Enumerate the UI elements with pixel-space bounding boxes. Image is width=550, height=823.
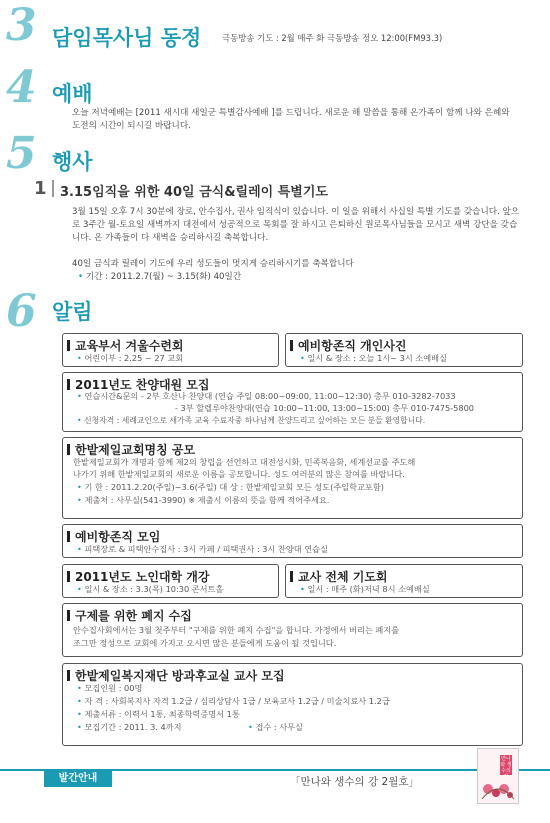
event-period: • 기간 : 2011.2.7(월) ~ 3.15(화) 40일간 bbox=[78, 272, 242, 282]
event-number: 1 bbox=[34, 178, 47, 199]
notice-teacher-title: 교사 전체 기도회 bbox=[290, 568, 388, 585]
book-cover-text: 만나와 생수의 강 bbox=[500, 756, 512, 780]
notice-edu-line: • 어린이부 : 2.25 ~ 27 교회 bbox=[77, 353, 184, 363]
notice-welfare-line-3: • 제출서류 : 이력서 1통, 최종학력증명서 1통 bbox=[77, 709, 240, 719]
footer-label-badge bbox=[44, 771, 112, 787]
notice-pm-line: • 피택장로 & 피택안수집사 : 3시 카페 / 피택권사 : 3시 찬양대 연습실 bbox=[77, 544, 328, 554]
notice-welfare-line-2: • 자 격 : 사회복지사 자격 1.2급 / 심리상담사 1급 / 보육교사 1.2급 / 미술치료사 1.2급 bbox=[77, 696, 390, 706]
notice-welfare-line-4b: • 접수 : 사무실 bbox=[248, 722, 303, 732]
section-number-4: 4 bbox=[6, 62, 37, 113]
section-number-5: 5 bbox=[6, 128, 37, 179]
event-body-2: 40일 금식과 릴레이 기도에 우리 성도들이 멋지게 승리하시기를 축복합니다 bbox=[72, 259, 354, 269]
notice-name-line-2: 나가기 위해 한밭제일교회의 새로운 이름을 공모합니다. 성도 여러분의 많은 참여를 바랍니다. bbox=[73, 469, 405, 479]
notice-welfare-line-1: • 모집인원 : 00명 bbox=[77, 683, 143, 693]
section-number-3: 3 bbox=[6, 0, 37, 51]
notice-prep-line: • 일시 & 장소 : 오늘 1시~ 3시 소예배실 bbox=[300, 353, 448, 363]
notice-edu-retreat bbox=[62, 333, 279, 367]
notice-prep-meeting bbox=[62, 524, 523, 558]
notice-name-title: 한밭제일교회명칭 공모 bbox=[67, 441, 195, 458]
event-title: 3.15임직을 위한 40일 금식&릴레이 특별기도 bbox=[60, 185, 328, 200]
notice-paper-line-2: 조그만 정성으로 교회에 가지고 오시면 많은 분들에게 도움이 될 것입니다. bbox=[73, 638, 337, 648]
notice-name-line-3: • 기 한 : 2011.2.20(주일)~3.6(주일) 대 상 : 한밭제일교회 모든 성도(주일학교포함) bbox=[77, 482, 384, 492]
notice-name-line-1: 한밭제일교회가 개명과 함께 제2의 창립을 선언하고 대전성시화, 민족복음화, 세계선교를 주도해 bbox=[73, 457, 416, 467]
footer-label: 발간안내 bbox=[58, 773, 98, 784]
notice-senior-college bbox=[62, 564, 279, 598]
notice-prep-title: 예비항존직 개인사진 bbox=[290, 337, 407, 354]
notice-senior-line: • 일시 & 장소 : 3.3(목) 10:30 콘서트홀 bbox=[77, 584, 224, 594]
notice-pm-title: 예비항존직 모임 bbox=[67, 528, 160, 545]
notice-prep-photo bbox=[285, 333, 523, 367]
book-cover-art-icon bbox=[478, 749, 518, 803]
notice-welfare-title: 한밭제일복지재단 방과후교실 교사 모집 bbox=[67, 667, 285, 684]
section-number-6: 6 bbox=[6, 286, 37, 337]
notice-choir-line-2: - 3부 할렐루야찬양대(연습 10:00~11:00, 13:00~15:00) 총무 010-7475-5800 bbox=[175, 403, 474, 413]
notice-choir-title: 2011년도 찬양대원 모집 bbox=[67, 376, 210, 393]
notice-teacher-prayer bbox=[285, 564, 523, 598]
footer-divider bbox=[0, 769, 550, 771]
notice-edu-title: 교육부서 겨울수련회 bbox=[67, 337, 184, 354]
notice-paper-line-1: 안수집사회에서는 3월 첫주부터 "구제를 위한 폐지 수집"을 합니다. 가정에서 버리는 폐지를 bbox=[73, 625, 400, 635]
notice-welfare-teacher bbox=[62, 663, 523, 746]
notice-name-line-4: • 제출처 : 사무실(541-3990) ※ 제출시 이름의 뜻을 함께 적어주세요. bbox=[77, 495, 330, 505]
notice-paper-title: 구제를 위한 폐지 수집 bbox=[67, 607, 192, 624]
event-body: 3월 15일 오후 7시 30분에 장로, 안수집사, 권사 임직식이 있습니다. 이 일을 위해서 사십일 특별 기도를 갖습니다. 앞으로 3주간 월-토요일 새벽까지 대전에서 성공적으로 목회를 잘 하시고 은퇴하신 원로목사님들을 모시고 새벽 강단을 갖습니다. 온 가족들이 다 새벽을 승리하시길 축복합니다. bbox=[72, 207, 520, 243]
notice-choir-line-3: • 신청자격 : 세례교인으로 새가족 교육 수료자중 하나님께 찬양드리고 싶어하는 모든 분들 환영합니다. bbox=[77, 416, 426, 425]
book-cover-image bbox=[477, 748, 519, 804]
event-divider bbox=[52, 180, 54, 197]
section-title-events: 행사 bbox=[52, 150, 93, 174]
notice-senior-title: 2011년도 노인대학 개강 bbox=[67, 568, 210, 585]
notice-choir bbox=[62, 372, 523, 432]
section-title-pastor: 담임목사님 동정 bbox=[52, 26, 202, 50]
footer-book-title: 「만나와 생수의 강 2월호」 bbox=[290, 776, 419, 788]
section-title-worship: 예배 bbox=[52, 82, 93, 106]
worship-body: 오늘 저녁예배는 [2011 새시대 새일군 특별감사예배 ]를 드립니다. 새로운 해 말씀을 통해 온가족이 함께 나와 은혜와 도전의 시간이 되시길 바랍니다. bbox=[72, 108, 510, 131]
notice-name-contest bbox=[62, 437, 523, 519]
notice-paper-collection bbox=[62, 603, 523, 657]
event-period-text: 기간 : 2011.2.7(월) ~ 3.15(화) 40일간 bbox=[85, 272, 242, 282]
notice-welfare-line-4: • 모집기간 : 2011. 3. 4까지 bbox=[77, 722, 182, 732]
notice-teacher-line: • 일시 : 매주 (화)저녁 8시 소예배실 bbox=[300, 584, 430, 594]
notice-choir-line-1: • 연습시간&문의 - 2부 호산나 찬양대 (연습 주일 08:00~09:00, 11:00~12:30) 총무 010-3282-7033 bbox=[77, 391, 456, 401]
pastor-note: 극동방송 기도 : 2월 매주 화 극동방송 정오 12:00(FM93.3) bbox=[222, 33, 443, 43]
section-title-notices: 알림 bbox=[52, 300, 93, 324]
